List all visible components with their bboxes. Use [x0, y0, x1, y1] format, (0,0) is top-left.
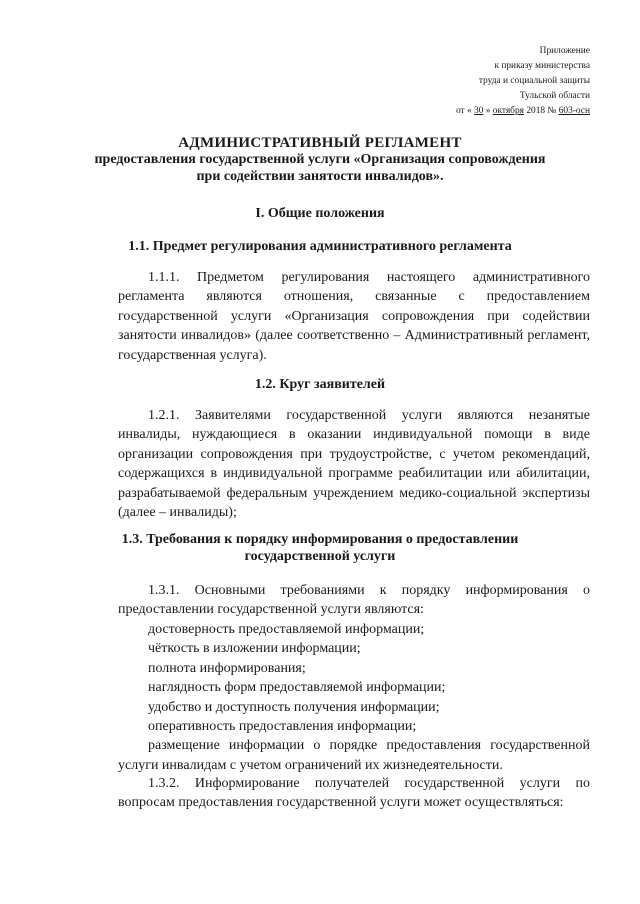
list-item: оперативность предоставления информации;: [148, 719, 417, 735]
order-number: 603-осн: [558, 106, 590, 116]
list-item: размещение информации о порядке предоставления государственной услуги инвалидам с учетом ограничений их жизнедеятельности.: [118, 738, 590, 773]
section-heading-information: 1.3. Требования к порядку информирования о предоставлении государственной услуги: [121, 532, 519, 564]
date-year: 2018 №: [526, 106, 557, 116]
document-title: АДМИНИСТРАТИВНЫЙ РЕГЛАМЕНТ: [178, 135, 462, 151]
list-item: чёткость в изложении информации;: [148, 641, 361, 657]
annex-date: [456, 104, 590, 119]
document-subtitle: предоставления государственной услуги «Организация сопровождения при содействии занятости инвалидов».: [94, 152, 546, 184]
list-item: удобство и доступность получения информации;: [148, 699, 440, 715]
annex-line: Тульской области: [519, 91, 590, 101]
date-prefix: от «: [455, 106, 472, 116]
date-day: 30: [474, 106, 484, 116]
annex-line: к приказу министерства: [494, 61, 590, 71]
paragraph-1-3-1: 1.3.1. Основными требованиями к порядку информирования о предоставлении государственной услуги являются:: [118, 583, 590, 618]
paragraph-1-1-1: 1.1.1. Предметом регулирования настоящего административного регламента являются отношения, связанные с предоставлением государственной услуги «Организация сопровождения при содействии занятости инвалидов» (далее соответственно – Административный регламент, государственная услуга).: [118, 270, 590, 363]
paragraph-1-3-2: 1.3.2. Информирование получателей государственной услуги по вопросам предоставления государственной услуги может осуществляться:: [118, 776, 590, 811]
section-heading-subject: 1.1. Предмет регулирования административного регламента: [128, 239, 512, 254]
section-heading-applicants: 1.2. Круг заявителей: [254, 377, 386, 392]
date-mid: »: [485, 106, 491, 116]
paragraph-1-2-1: 1.2.1. Заявителями государственной услуги являются незанятые инвалиды, нуждающиеся в оказании индивидуальной помощи в виде организации сопровождения при трудоустройстве, с учетом рекомендаций, содержащихся в индивидуальной программе реабилитации или абилитации, разрабатываемой федеральным учреждением медико-социальной экспертизы (далее – инвалиды);: [118, 408, 590, 521]
list-item: наглядность форм предоставляемой информации;: [148, 680, 446, 696]
section-heading-general: I. Общие положения: [255, 206, 385, 221]
requirements-list: [118, 620, 590, 775]
annex-line: труда и социальной защиты: [478, 76, 590, 86]
annex-header: [456, 44, 590, 119]
list-item: полнота информирования;: [148, 660, 306, 676]
list-item: достоверность предоставляемой информации;: [148, 622, 425, 637]
date-month: октября: [492, 106, 524, 116]
annex-line: Приложение: [539, 46, 590, 56]
